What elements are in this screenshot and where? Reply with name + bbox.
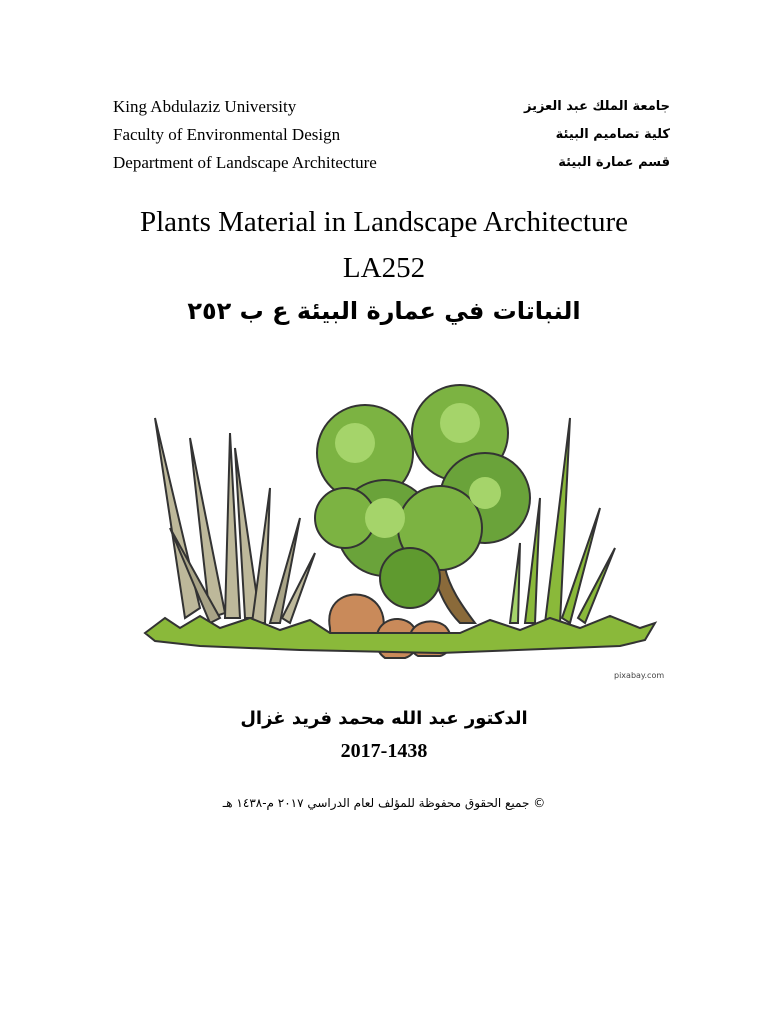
author-name: الدكتور عبد الله محمد فريد غزال — [240, 708, 528, 729]
plants-illustration — [140, 378, 660, 668]
course-title-en: Plants Material in Landscape Architecture — [140, 206, 628, 238]
faculty-name-en: Faculty of Environmental Design — [113, 125, 341, 144]
bush-canopy — [315, 385, 530, 608]
academic-year: 2017-1438 — [340, 740, 428, 762]
reeds-left — [155, 418, 315, 623]
copyright-notice: © جميع الحقوق محفوظة للمؤلف لعام الدراسي ٢٠١٧ م-١٤٣٨ هـ — [222, 796, 546, 810]
faculty-name-ar: كلية تصاميم البيئة — [555, 127, 670, 142]
grass-right — [510, 418, 615, 623]
department-name-ar: قسم عمارة البيئة — [558, 155, 670, 170]
header-line-university — [0, 95, 768, 123]
image-credit: pixabay.com — [614, 671, 665, 680]
header-line-faculty — [0, 123, 768, 151]
department-name-en: Department of Landscape Architecture — [113, 153, 377, 172]
course-code: LA252 — [342, 252, 426, 284]
university-name-en: King Abdulaziz University — [113, 97, 297, 116]
university-name-ar: جامعة الملك عبد العزيز — [524, 99, 670, 114]
header-line-department — [0, 151, 768, 179]
course-title-ar: النباتات في عمارة البيئة ع ب ٢٥٢ — [187, 297, 581, 325]
